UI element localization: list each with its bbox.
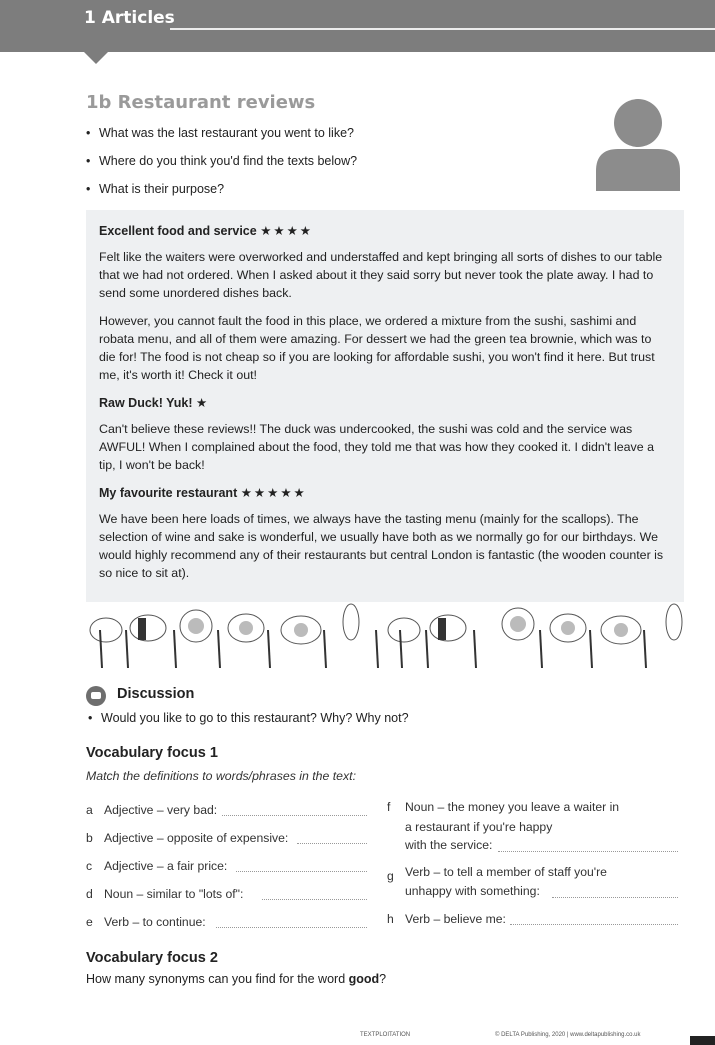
answer-line[interactable] [552, 897, 678, 898]
vocab-item-f: f Noun – the money you leave a waiter in a restaurant if you're happy with the service: [387, 800, 620, 852]
section-title: 1b Restaurant reviews [86, 92, 316, 113]
answer-line[interactable] [222, 815, 367, 816]
vocab-focus-1-title: Vocabulary focus 1 [86, 745, 218, 761]
review-paragraph: We have been here loads of times, we always have the tasting menu (mainly for the scallops). The selection of wine and sake is wonderful, we usually have both as we normally go for our birthdays. We would highly recommend any of their restaurants but central London is fantastic (the wooden counter is so nice to sit at). [99, 512, 664, 580]
vocab-item-g: g Verb – to tell a member of staff you're unhappy with something: [387, 865, 607, 898]
vocab-item-a: a Adjective – very bad: [86, 803, 218, 817]
review-paragraph: Can't believe these reviews!! The duck was undercooked, the sushi was cold and the service was AWFUL! When I complained about the food, they told me that was how they cooked it. I didn't leave a tip, I won't be back! [99, 422, 654, 472]
discussion-question: • Would you like to go to this restaurant? Why? Why not? [86, 711, 409, 725]
answer-line[interactable] [262, 899, 367, 900]
vocab-item-d: d Noun – similar to "lots of": [86, 887, 244, 901]
unit-header-bar [0, 0, 715, 52]
discussion-title: Discussion [117, 686, 195, 702]
star-rating: ★★★★★ [240, 486, 307, 500]
publisher-logo [690, 1036, 715, 1045]
copyright-text: © DELTA Publishing, 2020 | www.deltapublishing.co.uk [495, 1032, 641, 1038]
vocab-item-h: h Verb – believe me: [387, 912, 506, 926]
question-item: • What is their purpose? [86, 182, 357, 210]
question-item: • Where do you think you'd find the texts below? [86, 154, 357, 182]
answer-line[interactable] [297, 843, 367, 844]
sushi-chopsticks-illustration [86, 600, 684, 670]
reviews-panel [86, 210, 684, 602]
review-heading: Excellent food and service ★★★★ [99, 224, 314, 238]
answer-line[interactable] [236, 871, 367, 872]
review-heading: My favourite restaurant ★★★★★ [99, 486, 307, 500]
review-paragraph: However, you cannot fault the food in this place, we ordered a mixture from the sushi, sashimi and robata menu, and all of them were amazing. For dessert we had the green tea brownie, which was to die for! The food is not cheap so if you are looking for affordable sushi, you won't find it here. But trust me, it's worth it! Check it out! [99, 314, 655, 382]
vocab-item-b: b Adjective – opposite of expensive: [86, 831, 289, 845]
question-item: • What was the last restaurant you went to like? [86, 126, 357, 154]
lead-in-questions [86, 126, 357, 210]
header-notch [84, 52, 108, 64]
star-rating: ★★★★ [260, 224, 314, 238]
vocab-focus-2-title: Vocabulary focus 2 [86, 950, 218, 966]
footer-label: TEXTPLOITATION [360, 1032, 411, 1038]
review-paragraph: Felt like the waiters were overworked and understaffed and kept bringing all sorts of dishes to our table that we had not ordered. When I asked about it they said sorry but never took the plate away. I had to send some unordered dishes back. [99, 250, 663, 300]
answer-line[interactable] [216, 927, 367, 928]
unit-title: 1 Articles [84, 8, 175, 28]
person-icon [596, 99, 680, 191]
header-rule [170, 28, 715, 30]
vocab-item-c: c Adjective – a fair price: [86, 859, 228, 873]
vocab-2-question: How many synonyms can you find for the word good? [86, 972, 387, 986]
star-rating: ★ [196, 396, 210, 410]
answer-line[interactable] [498, 851, 678, 852]
answer-line[interactable] [510, 924, 678, 925]
discussion-icon [86, 686, 106, 706]
review-heading: Raw Duck! Yuk! ★ [99, 396, 210, 410]
vocab-instruction: Match the definitions to words/phrases in the text: [86, 769, 356, 783]
vocab-item-e: e Verb – to continue: [86, 915, 206, 929]
